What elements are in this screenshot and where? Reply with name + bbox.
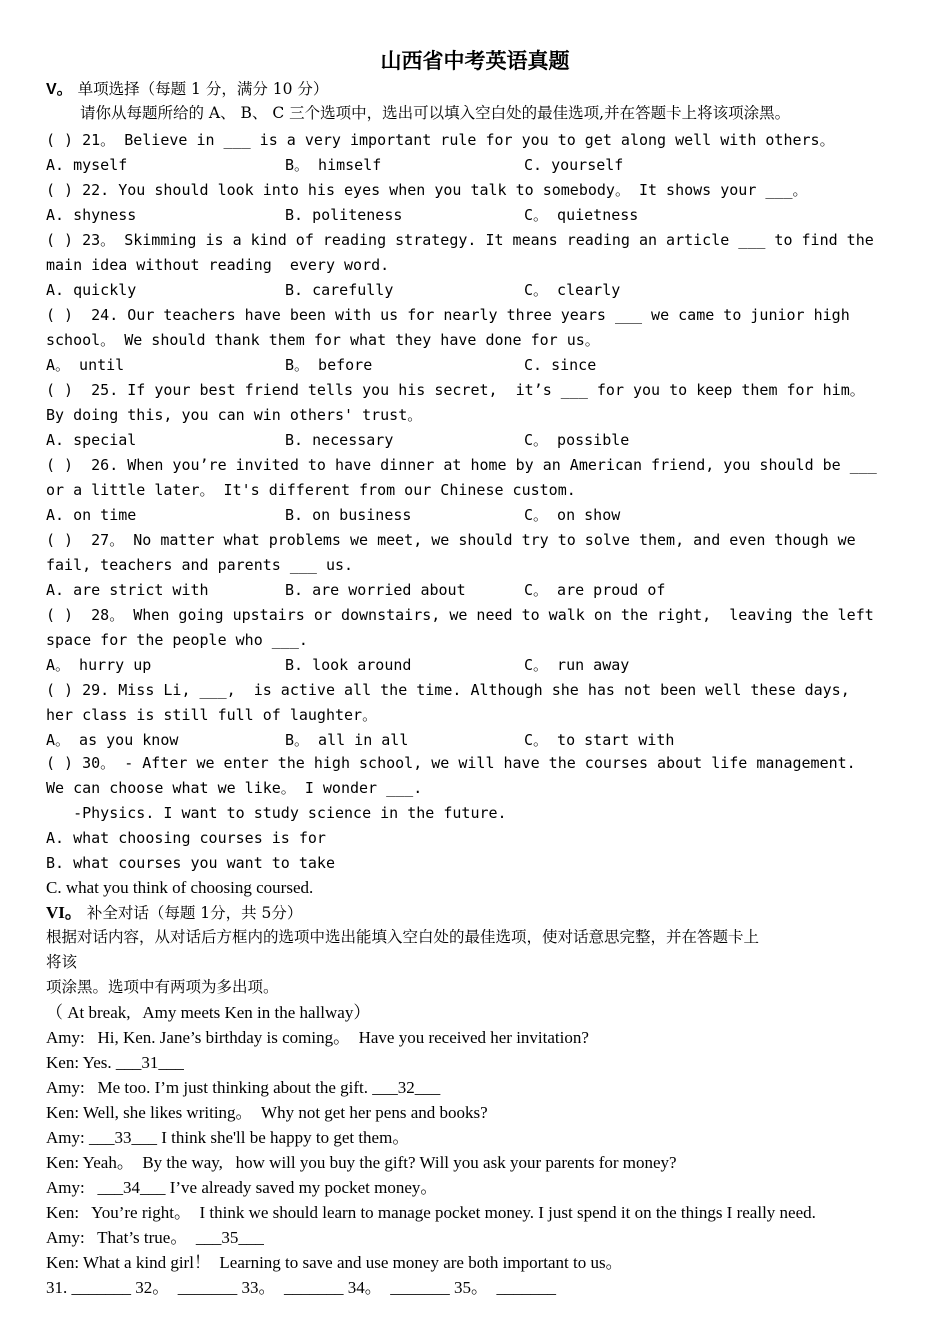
q30-option-c: C. what you think of choosing coursed. <box>46 878 314 897</box>
section-6-number: VI。 <box>46 903 82 922</box>
section-6-heading <box>46 900 926 926</box>
option-a: A. shyness <box>46 206 137 224</box>
option-c: C。 clearly <box>524 281 621 299</box>
question-text-line: main idea without reading every word. <box>46 256 390 274</box>
dialogue-line: Ken: Yes. ___31___ <box>46 1053 184 1072</box>
option-c: C. since <box>524 356 597 374</box>
question-text-line: ( ) 26. When you’re invited to have dinner at home by an American friend, you should be ___ <box>46 456 877 474</box>
dialogue-line: Ken: What a kind girl！ Learning to save and use money are both important to us。 <box>46 1253 623 1272</box>
page-title: 山西省中考英语真题 <box>380 48 570 73</box>
question-text-line: fail, teachers and parents ___ us. <box>46 556 354 574</box>
section-5-number: V。 <box>46 81 73 98</box>
option-b: B。 all in all <box>285 731 409 749</box>
option-a: A. myself <box>46 156 128 174</box>
option-c: C。 on show <box>524 506 621 524</box>
q30-option-a: A. what choosing courses is for <box>46 829 326 847</box>
q30-line-2: We can choose what we like。 I wonder ___. <box>46 779 423 797</box>
option-b: B. carefully <box>285 281 394 299</box>
section-5-title: 单项选择（每题 1 分，满分 10 分） <box>72 80 329 98</box>
option-b: B. are worried about <box>285 581 466 599</box>
question-text-line: ( ) 21。 Believe in ___ is a very important rule for you to get along well with others。 <box>46 131 835 149</box>
option-b: B. necessary <box>285 431 394 449</box>
question-text-line: ( ) 22. You should look into his eyes when you talk to somebody。 It shows your ___。 <box>46 181 808 199</box>
question-text-line: ( ) 29. Miss Li, ___, is active all the time. Although she has not been well these days, <box>46 681 850 699</box>
option-b: B. politeness <box>285 206 403 224</box>
question-text-line: ( ) 27。 No matter what problems we meet, we should try to solve them, and even though we <box>46 531 856 549</box>
question-text-line: ( ) 28。 When going upstairs or downstairs, we need to walk on the right, leaving the left <box>46 606 874 624</box>
dialogue-line: Amy: ___33___ I think she'll be happy to get them。 <box>46 1128 410 1147</box>
section-6-instruction-1: 根据对话内容，从对话后方框内的选项中选出能填入空白处的最佳选项，使对话意思完整，并在答题卡上 <box>46 928 760 946</box>
option-a: A。 as you know <box>46 731 179 749</box>
dialogue-line: Ken: Well, she likes writing。 Why not get her pens and books? <box>46 1103 488 1122</box>
option-a: A。 hurry up <box>46 656 152 674</box>
option-c: C。 to start with <box>524 731 675 749</box>
option-a: A. on time <box>46 506 137 524</box>
option-c: C。 run away <box>524 656 630 674</box>
answer-blanks: 31. _______ 32。 _______ 33。 _______ 34。 _______ 35。 _______ <box>46 1278 556 1297</box>
option-c: C。 are proud of <box>524 581 666 599</box>
section-6-instruction-2: 将该 <box>46 953 78 971</box>
option-b: B. look around <box>285 656 412 674</box>
section-5-instruction: 请你从每题所给的 A、 B、 C 三个选项中，选出可以填入空白处的最佳选项,并在答题卡上将该项涂黑。 <box>80 104 791 122</box>
question-text-line: space for the people who ___. <box>46 631 308 649</box>
dialogue-line: （ At break, Amy meets Ken in the hallway） <box>46 1003 371 1022</box>
question-text-line: her class is still full of laughter。 <box>46 706 378 724</box>
dialogue-line: Amy: That’s true。 ___35___ <box>46 1228 264 1247</box>
option-b: B. on business <box>285 506 412 524</box>
question-text-line: or a little later。 It's different from our Chinese custom. <box>46 481 576 499</box>
option-c: C. yourself <box>524 156 624 174</box>
option-a: A. special <box>46 431 137 449</box>
dialogue-line: Amy: Hi, Ken. Jane’s birthday is coming。 Have you received her invitation? <box>46 1028 589 1047</box>
section-5-heading <box>46 77 926 102</box>
question-text-line: school。 We should thank them for what they have done for us。 <box>46 331 600 349</box>
section-6-instruction-3: 项涂黑。选项中有两项为多出项。 <box>46 978 279 996</box>
dialogue-line: Ken: You’re right。 I think we should learn to manage pocket money. I just spend it on the things I really need. <box>46 1203 816 1222</box>
option-a: A。 until <box>46 356 125 374</box>
dialogue-line: Amy: Me too. I’m just thinking about the gift. ___32___ <box>46 1078 441 1097</box>
question-text-line: ( ) 25. If your best friend tells you his secret, it’s ___ for you to keep them for him。 <box>46 381 865 399</box>
option-c: C。 possible <box>524 431 630 449</box>
option-a: A. are strict with <box>46 581 209 599</box>
option-a: A. quickly <box>46 281 137 299</box>
dialogue-line: Amy: ___34___ I’ve already saved my pocket money。 <box>46 1178 438 1197</box>
q30-line-1: ( ) 30。 - After we enter the high school, we will have the courses about life management. <box>46 754 856 772</box>
q30-option-b: B. what courses you want to take <box>46 854 335 872</box>
option-b: B。 himself <box>285 156 382 174</box>
question-text-line: ( ) 23。 Skimming is a kind of reading strategy. It means reading an article ___ to find the <box>46 231 874 249</box>
option-c: C。 quietness <box>524 206 639 224</box>
section-6-title: 补全对话（每题 1分，共 5分） <box>81 904 303 922</box>
q30-line-3: -Physics. I want to study science in the future. <box>46 804 507 822</box>
question-text-line: ( ) 24. Our teachers have been with us for nearly three years ___ we came to junior high <box>46 306 850 324</box>
option-b: B。 before <box>285 356 373 374</box>
question-text-line: By doing this, you can win others' trust。 <box>46 406 423 424</box>
dialogue-line: Ken: Yeah。 By the way, how will you buy the gift? Will you ask your parents for money? <box>46 1153 677 1172</box>
